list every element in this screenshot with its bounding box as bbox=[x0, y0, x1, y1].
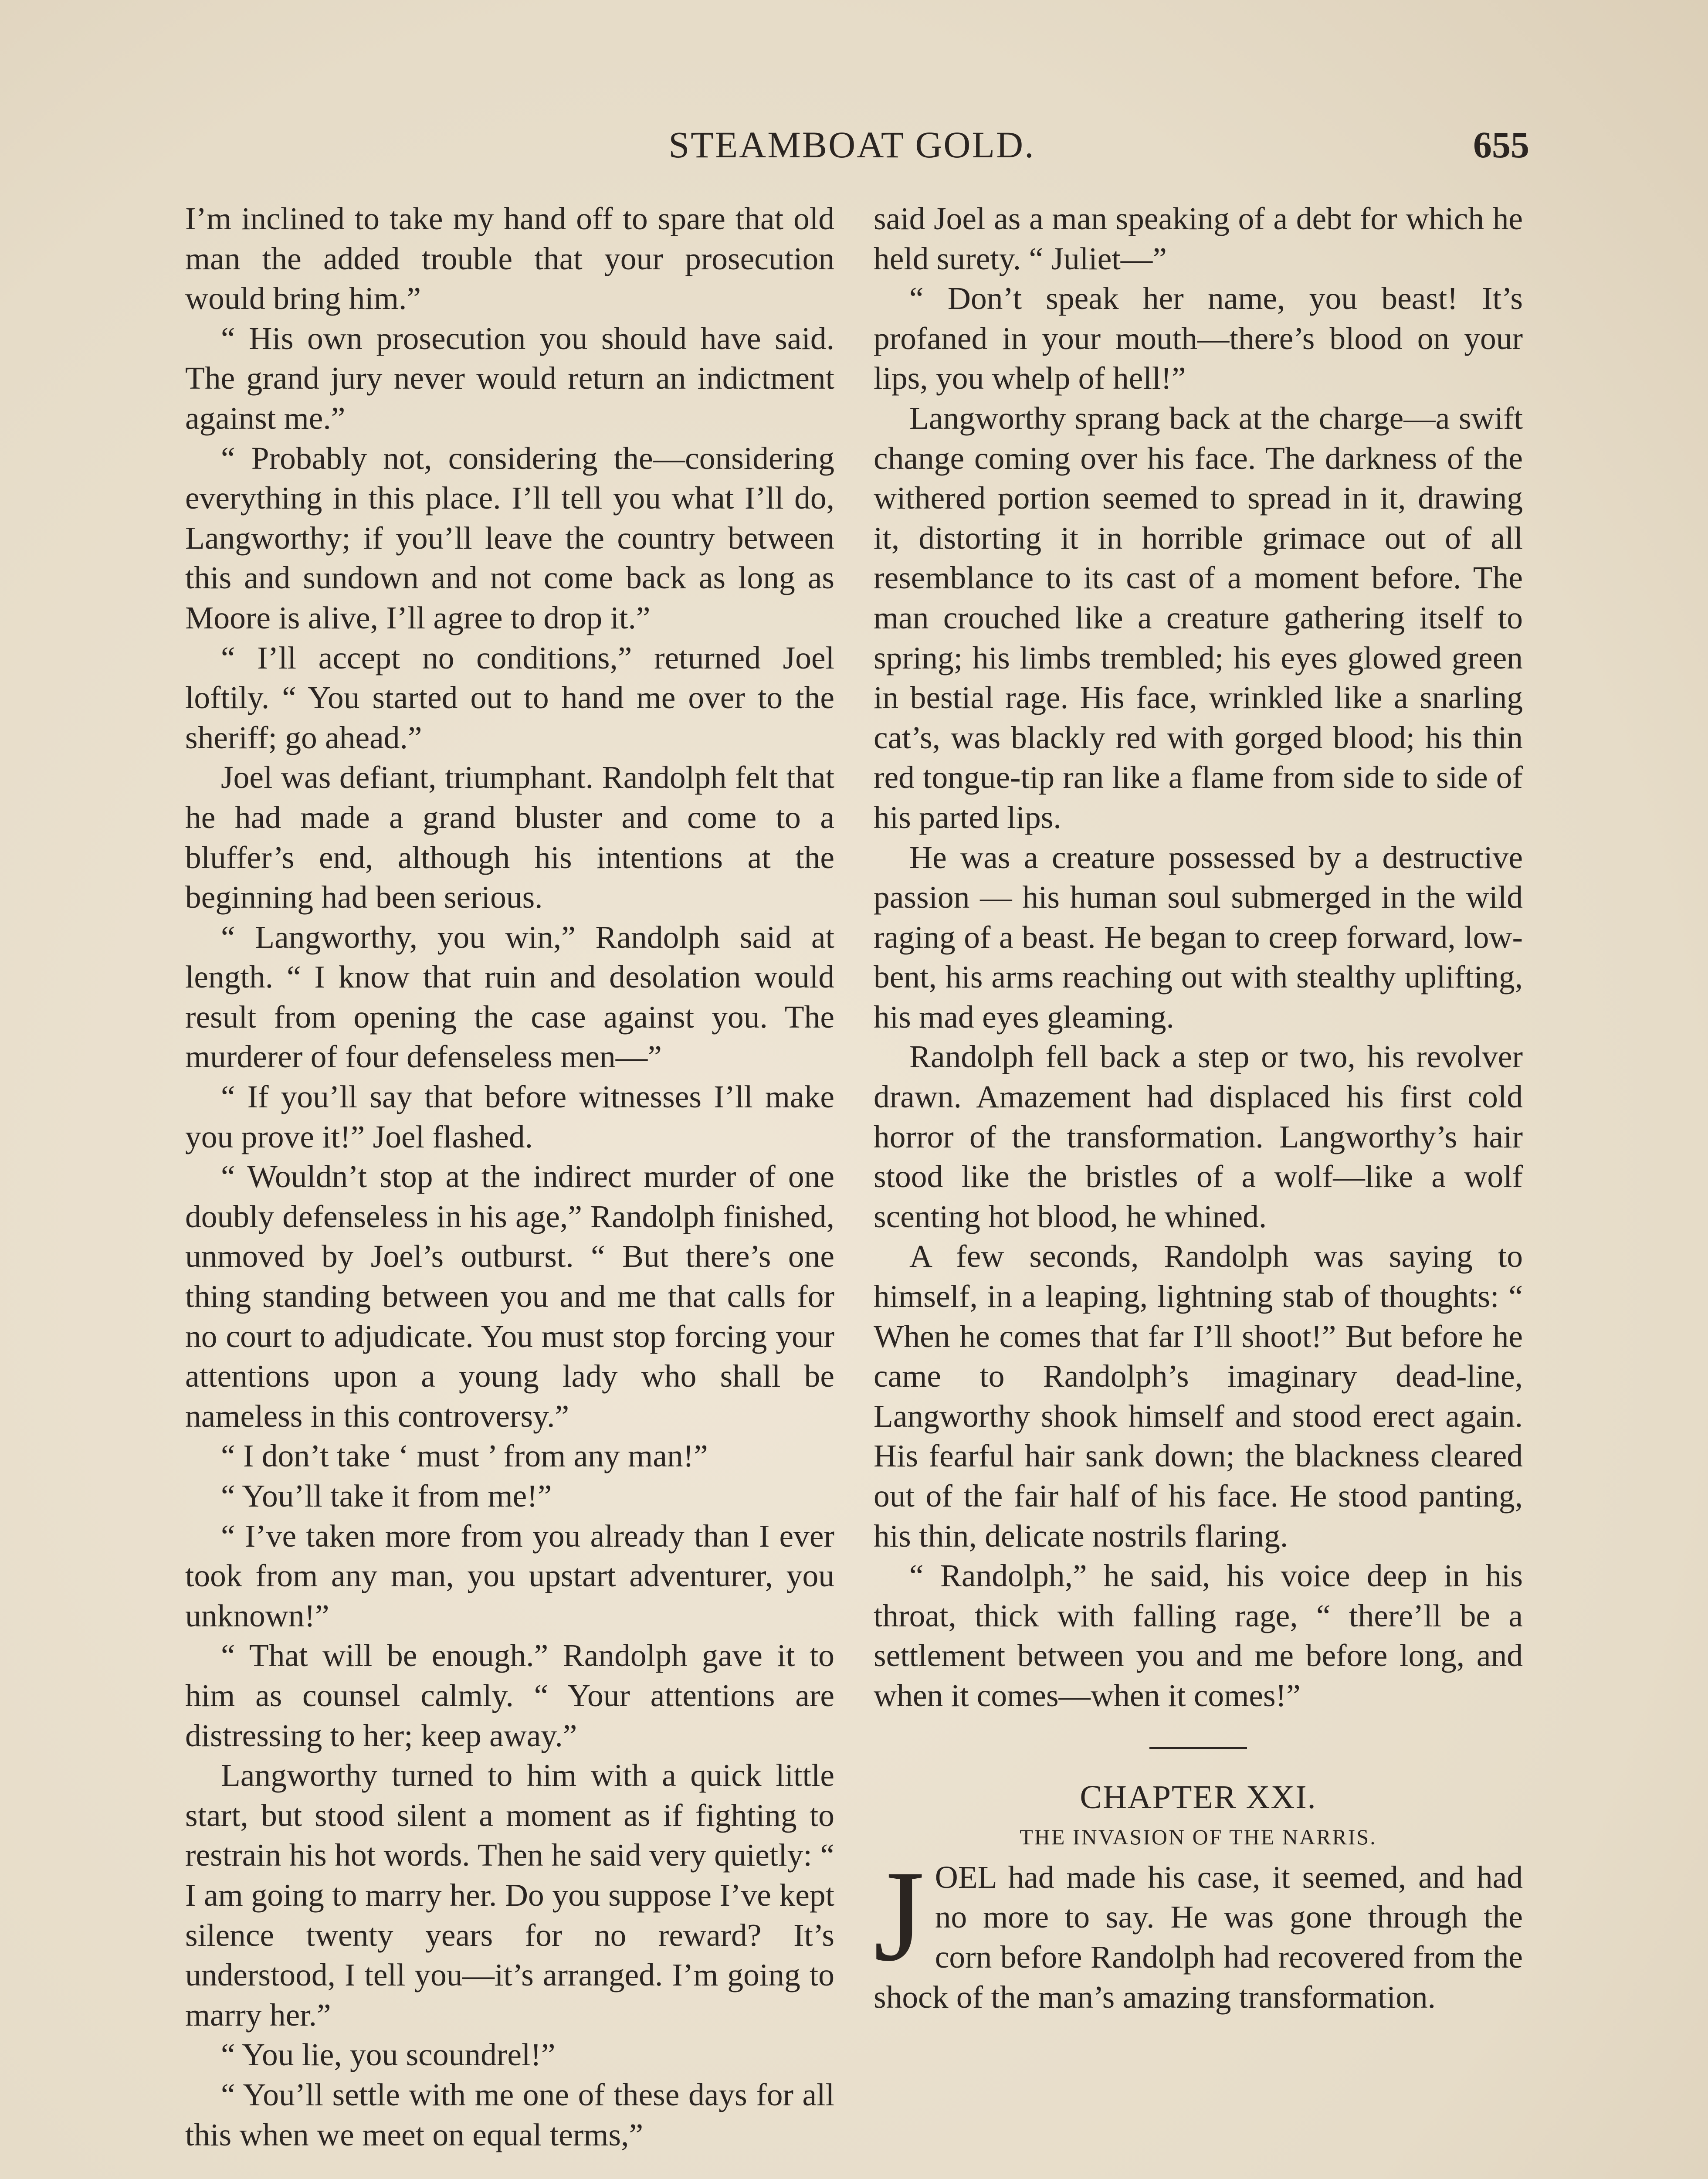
paragraph: I’m inclined to take my hand off to spare that old man the added trouble that your prosecution would bring him.” bbox=[185, 201, 834, 316]
paragraph: Langworthy turned to him with a quick little start, but stood silent a moment as if fighting to restrain his hot words. Then he said very quietly: “ I am going to marry her. Do you suppose I’ve kept silence twenty years for no reward? It’s understood, I tell you—it’s arranged. I’m going to marry her.” bbox=[185, 1758, 834, 2033]
running-title: STEAMBOAT GOLD. bbox=[668, 124, 1035, 166]
left-column bbox=[185, 199, 834, 2155]
paragraph: “ His own prosecution you should have said. The grand jury never would return an indictment against me.” bbox=[185, 320, 834, 436]
paragraph: “ You’ll take it from me!” bbox=[221, 1478, 552, 1514]
paragraph: A few seconds, Randolph was saying to himself, in a leaping, lightning stab of thoughts: “ When he comes that far I’ll shoot!” But before he came to Randolph’s imaginary dead-line, Langworthy shook himself and stood erect again. His fearful hair sank down; the blackness cleared out of the fair half of his face. He stood panting, his thin, delicate nostrils flaring. bbox=[874, 1239, 1523, 1554]
paragraph: “ You’ll settle with me one of these days for all this when we meet on equal terms,” bbox=[185, 2077, 834, 2152]
paragraph: He was a creature possessed by a destructive passion — his human soul submerged in the wild raging of a beast. He began to creep forward, low-bent, his arms reaching out with stealthy uplifting, his mad eyes gleaming. bbox=[874, 839, 1523, 1035]
paragraph: Joel was defiant, triumphant. Randolph felt that he had made a grand bluster and come to a bluffer’s end, although his intentions at the beginning had been serious. bbox=[185, 760, 834, 915]
running-header bbox=[174, 123, 1529, 171]
page-number: 655 bbox=[1473, 124, 1529, 166]
right-column bbox=[874, 199, 1523, 2017]
paragraph: “ If you’ll say that before witnesses I’ll make you prove it!” Joel flashed. bbox=[185, 1079, 834, 1154]
chapter-heading: CHAPTER XXI. bbox=[1080, 1778, 1317, 1816]
paragraph: “ You lie, you scoundrel!” bbox=[221, 2037, 556, 2073]
chapter-opening-paragraph bbox=[874, 1843, 1523, 2017]
paragraph: “ I’ll accept no conditions,” returned Joel loftily. “ You started out to hand me over to the sheriff; go ahead.” bbox=[185, 640, 834, 755]
paragraph: “ Don’t speak her name, you beast! It’s profaned in your mouth—there’s blood on your lips, you whelp of hell!” bbox=[874, 281, 1523, 396]
paragraph: “ I don’t take ‘ must ’ from any man!” bbox=[221, 1438, 708, 1474]
paragraph: “ Langworthy, you win,” Randolph said at length. “ I know that ruin and desolation would result from opening the case against you. The murderer of four defenseless men—” bbox=[185, 919, 834, 1075]
paragraph: said Joel as a man speaking of a debt for which he held surety. “ Juliet—” bbox=[874, 201, 1523, 276]
paragraph: “ I’ve taken more from you already than I ever took from any man, you upstart adventurer, you unknown!” bbox=[185, 1518, 834, 1633]
paragraph: “ Probably not, considering the—considering everything in this place. I’ll tell you what I’ll do, Langworthy; if you’ll leave the country between this and sundown and not come back as long as Moore is alive, I’ll agree to drop it.” bbox=[185, 440, 834, 635]
paragraph: Randolph fell back a step or two, his revolver drawn. Amazement had displaced his first cold horror of the transformation. Langworthy’s hair stood like the bristles of a wolf—like a wolf scenting hot blood, he whined. bbox=[874, 1039, 1523, 1234]
chapter-opening-text: OEL had made his case, it seemed, and had no more to say. He was gone through the corn before Randolph had recovered from the shock of the man’s amazing transformation. bbox=[874, 1859, 1523, 2015]
paragraph: “ That will be enough.” Randolph gave it to him as counsel calmly. “ Your attentions are distressing to her; keep away.” bbox=[185, 1638, 834, 1753]
paragraph: “ Randolph,” he said, his voice deep in his throat, thick with falling rage, “ there’ll be a settlement between you and me before long, and when it comes—when it comes!” bbox=[874, 1558, 1523, 1713]
chapter-subtitle: THE INVASION OF THE NARRIS. bbox=[1020, 1825, 1377, 1850]
section-divider bbox=[1149, 1747, 1247, 1749]
drop-cap: J bbox=[874, 1843, 925, 1988]
paragraph: “ Wouldn’t stop at the indirect murder of one doubly defenseless in his age,” Randolph finished, unmoved by Joel’s outburst. “ But there’s one thing standing between you and me that calls for no court to adjudicate. You must stop forcing your attentions upon a young lady who shall be nameless in this controversy.” bbox=[185, 1159, 834, 1434]
paragraph: Langworthy sprang back at the charge—a swift change coming over his face. The darkness of the withered portion seemed to spread in it, drawing it, distorting it in horrible grimace out of all resemblance to its cast of a moment before. The man crouched like a creature gathering itself to spring; his limbs trembled; his eyes glowed green in bestial rage. His face, wrinkled like a snarling cat’s, was blackly red with gorged blood; his thin red tongue-tip ran like a flame from side to side of his parted lips. bbox=[874, 400, 1523, 835]
